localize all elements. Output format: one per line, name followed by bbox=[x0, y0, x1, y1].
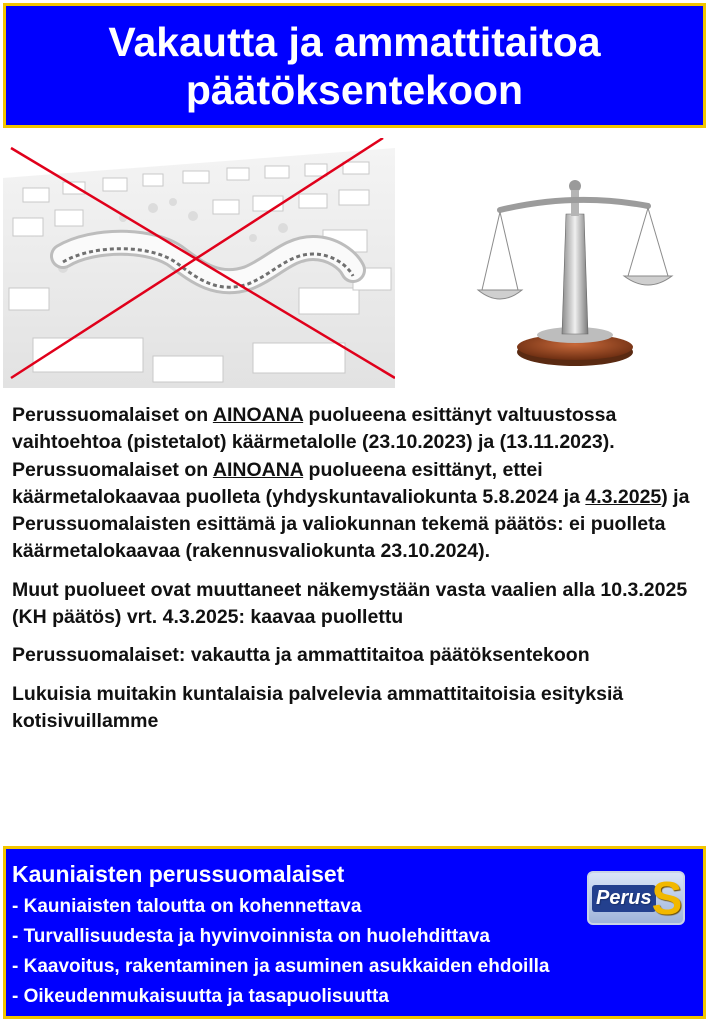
footer-list-item: - Kauniaisten taloutta on kohennettava bbox=[12, 896, 362, 917]
crossed-out-building-render bbox=[3, 138, 395, 388]
text-run: puolueena esittänyt valtuustossa vaihtoehtoa (pistetalot) käärmetalolle (23.10.2023) ja (13.11.2023). Perussuomalaiset on bbox=[12, 404, 617, 481]
underlined-ainoana: AINOANA bbox=[212, 458, 304, 481]
underlined-date: 4.3.2025 bbox=[585, 485, 662, 508]
underlined-ainoana: AINOANA bbox=[212, 404, 304, 426]
paragraph-slogan: Perussuomalaiset: vakautta ja ammattitaitoa päätöksentekoon bbox=[12, 644, 590, 667]
image-row bbox=[0, 138, 709, 390]
text-run: ) ja Perussuomalaisten esittämä ja valiokunnan tekemä päätös: ei puolleta käärmetalokaavaa (rakennusvaliokunta 23.10.2024). bbox=[12, 485, 690, 563]
paragraph-ainoana bbox=[12, 402, 702, 566]
paragraph-website: Lukuisia muitakin kuntalaisia palvelevia ammattitaitoisia esityksiä kotisivuillamme bbox=[12, 682, 624, 732]
text-run: Perussuomalaiset on bbox=[12, 404, 213, 426]
paragraph-other-parties: Muut puolueet ovat muuttaneet näkemystään vasta vaalien alla 10.3.2025 (KH päätös) vrt. 4.3.2025: kaavaa puollettu bbox=[12, 578, 688, 629]
perus-logo bbox=[587, 871, 685, 925]
footer-title: Kauniaisten perussuomalaiset bbox=[12, 861, 345, 887]
footer-list-item: - Kaavoitus, rakentaminen ja asuminen asukkaiden ehdoilla bbox=[12, 956, 550, 977]
logo-perus-text: Perus bbox=[592, 885, 656, 912]
footer-list-item: - Oikeudenmukaisuutta ja tasapuolisuutta bbox=[12, 986, 389, 1007]
text-run: puolueena esittänyt, ettei käärmetalokaavaa puolleta (yhdyskuntavaliokunta 5.8.2024 ja bbox=[12, 458, 586, 508]
body-text bbox=[12, 402, 702, 746]
logo-s-letter: S bbox=[651, 872, 683, 924]
scale-of-justice-icon bbox=[470, 172, 674, 372]
footer-list-item: - Turvallisuudesta ja hyvinvoinnista on huolehdittava bbox=[12, 926, 490, 947]
header-banner bbox=[3, 3, 706, 128]
page-title: Vakautta ja ammattitaitoa päätöksentekoon bbox=[108, 18, 601, 113]
footer-banner bbox=[3, 846, 706, 1019]
